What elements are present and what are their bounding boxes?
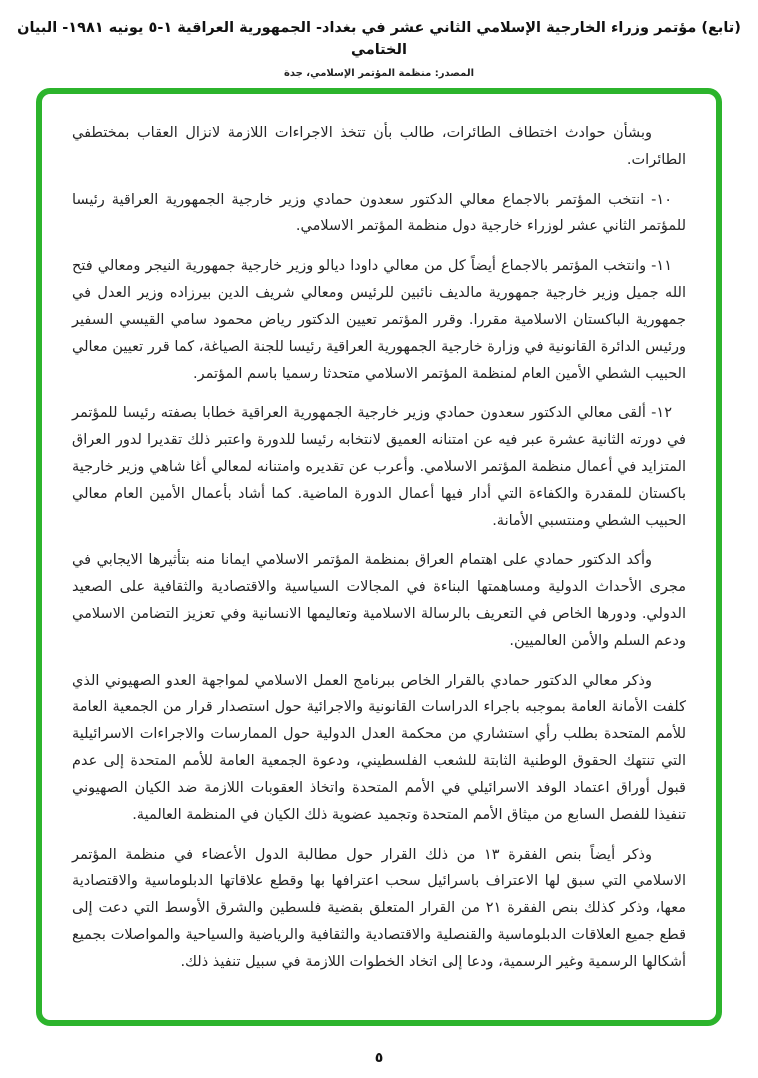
paragraph-clause-13-21: وذكر أيضاً بنص الفقرة ١٣ من ذلك القرار حول مطالبة الدول الأعضاء في منظمة المؤتمر الاسلامي التي سبق لها الاعتراف باسرائيل سحب اعترافها بها وقطع علاقاتها الدبلوماسية والاقتصادية معها، وذكر كذلك بنص الفقرة ٢١ من القرار المتعلق بقضية فلسطين والشرق الأوسط التي دعت إلى قطع جميع العلاقات الدبلوماسية والقنصلية والاقتصادية والثقافية والرياضية والسياحية والمواصلات بجميع أشكالها الرسمية وغير الرسمية، ودعا إلى اتخاد الخطوات اللازمة في سبيل تنفيذ ذلك. — [72, 846, 686, 970]
paragraph-hijacking: وبشأن حوادث اختطاف الطائرات، طالب بأن تتخذ الاجراءات اللازمة لانزال العقاب بمختطفي الطائرات. — [72, 125, 686, 168]
document-header — [0, 18, 758, 79]
paragraph-item-11: ١١- وانتخب المؤتمر بالاجماع أيضاً كل من معالي داودا ديالو وزير خارجية جمهورية النيجر ومعالي فتح الله جميل وزير خارجية جمهورية مالديف نائبين للرئيس ومعالي شريف الدين بيرزاده وزير العدل في جمهورية الباكستان الاسلامية مقررا. وقرر المؤتمر تعيين الدكتور رياض محمود سامي القيسي السفير ورئيس الدائرة القانونية في وزارة خارجية الجمهورية العراقية رئيسا للجنة الصياغة، كما قرر تعيين معالي الحبيب الشطي الأمين العام لمنظمة المؤتمر الاسلامي متحدثا رسميا باسم المؤتمر. — [72, 258, 686, 382]
page-number: ٥ — [374, 1050, 384, 1066]
paragraph-item-12: ١٢- ألقى معالي الدكتور سعدون حمادي وزير خارجية الجمهورية العراقية خطابا بصفته رئيسا للمؤتمر في دورته الثانية عشرة عبر فيه عن امتنانه العميق لانتخابه رئيسا للدورة واعتبر ذلك تقديرا لدور العراق المتزايد في أعمال منظمة المؤتمر الاسلامي. وأعرب عن تقديره وامتنانه لمعالي أغا شاهي وزير خارجية باكستان للمقدرة والكفاءة التي أدار فيها أعمال الدورة الماضية. كما أشاد بأعمال الأمين العام معالي الحبيب الشطي ومنتسبي الأمانة. — [72, 405, 686, 529]
document-body — [72, 120, 686, 976]
document-title: (تابع) مؤتمر وزراء الخارجية الإسلامي الثاني عشر في بغداد- الجمهورية العراقية ١-٥ يونيه ١٩٨١- البيان الختامي — [17, 20, 741, 58]
paragraph-islamic-action-program: وذكر معالي الدكتور حمادي بالقرار الخاص ببرنامج العمل الاسلامي لمواجهة العدو الصهيوني الذي كلفت الأمانة العامة بموجبه باجراء الدراسات القانونية والاجرائية حول استصدار قرار من الجمعية العامة للأمم المتحدة بطلب رأي استشاري من محكمة العدل الدولية حول الممارسات والاجراءات الاسرائيلية التي تنتهك الحقوق الوطنية الثابتة للشعب الفلسطيني، ودعوة الجمعية العامة للأمم المتحدة إلى عدم قبول أوراق اعتماد الوفد الاسرائيلي في الأمم المتحدة واتخاذ العقوبات اللازمة ضد الكيان الصهيوني تنفيذا للفصل السابع من ميثاق الأمم المتحدة وتجميد عضوية ذلك الكيان في المنظمة العالمية. — [72, 672, 686, 823]
paragraph-item-10: ١٠- انتخب المؤتمر بالاجماع معالي الدكتور سعدون حمادي وزير خارجية الجمهورية العراقية رئيسا للمؤتمر الثاني عشر لوزراء خارجية دول منظمة المؤتمر الاسلامي. — [72, 191, 686, 235]
document-source-line: المصدر: منظمة المؤتمر الإسلامي، جدة — [283, 67, 475, 79]
green-border-frame — [36, 88, 722, 1026]
paragraph-iraq-interest: وأكد الدكتور حمادي على اهتمام العراق بمنظمة المؤتمر الاسلامي ايمانا منه بتأثيرها الايجابي في مجرى الأحداث الدولية ومساهمتها البناءة في المجالات السياسية والاقتصادية والثقافية على الصعيد الدولي. ودورها الخاص في التعريف بالرسالة الاسلامية وتعاليمها الانسانية وفي تعزيز التضامن الاسلامي ودعم السلم والأمن العالميين. — [72, 552, 686, 649]
